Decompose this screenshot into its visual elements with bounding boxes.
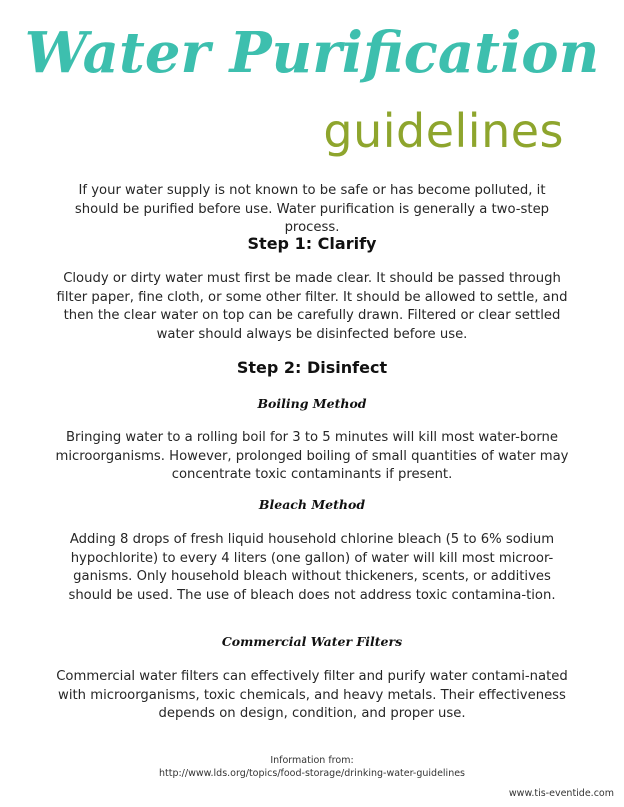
bleach-method-paragraph: Adding 8 drops of fresh liquid household chlorine bleach (5 to 6% sodium hypochlorite) to every 4 liters (one gallon) of water will kill most microor-ganisms. Only household bleach without thickeners, scents, or additives should be used. The use of bleach does not address toxic contamina-tion. [68, 532, 556, 603]
bleach-method-heading: Bleach Method [258, 497, 366, 512]
page-subtitle: guidelines [323, 104, 564, 158]
step1-heading: Step 1: Clarify [247, 234, 377, 253]
boiling-method-heading: Boiling Method [257, 396, 367, 411]
source-url: http://www.lds.org/topics/food-storage/drinking-water-guidelines [158, 768, 466, 779]
commercial-filters-heading: Commercial Water Filters [221, 634, 403, 649]
site-url: www.tis-eventide.com [508, 788, 614, 799]
intro-paragraph: If your water supply is not known to be safe or has become polluted, it should be purified before use. Water purification is generally a two-step process. [74, 183, 550, 235]
page-title: Water Purification [24, 20, 600, 86]
step1-paragraph: Cloudy or dirty water must first be made clear. It should be passed through filter paper, fine cloth, or some other filter. It should be allowed to settle, and then the clear water on top can be carefully drawn. Filtered or clear settled water should always be disinfected before use. [56, 271, 568, 342]
boiling-method-paragraph: Bringing water to a rolling boil for 3 to 5 minutes will kill most water-borne microorganisms. However, prolonged boiling of small quantities of water may concentrate toxic contaminants if present. [55, 430, 569, 482]
step2-heading: Step 2: Disinfect [236, 358, 388, 377]
commercial-filters-paragraph: Commercial water filters can effectively filter and purify water contami-nated with microorganisms, toxic chemicals, and heavy metals. Their effectiveness depends on design, condition, and proper use. [56, 669, 568, 721]
source-label: Information from: [270, 755, 354, 766]
